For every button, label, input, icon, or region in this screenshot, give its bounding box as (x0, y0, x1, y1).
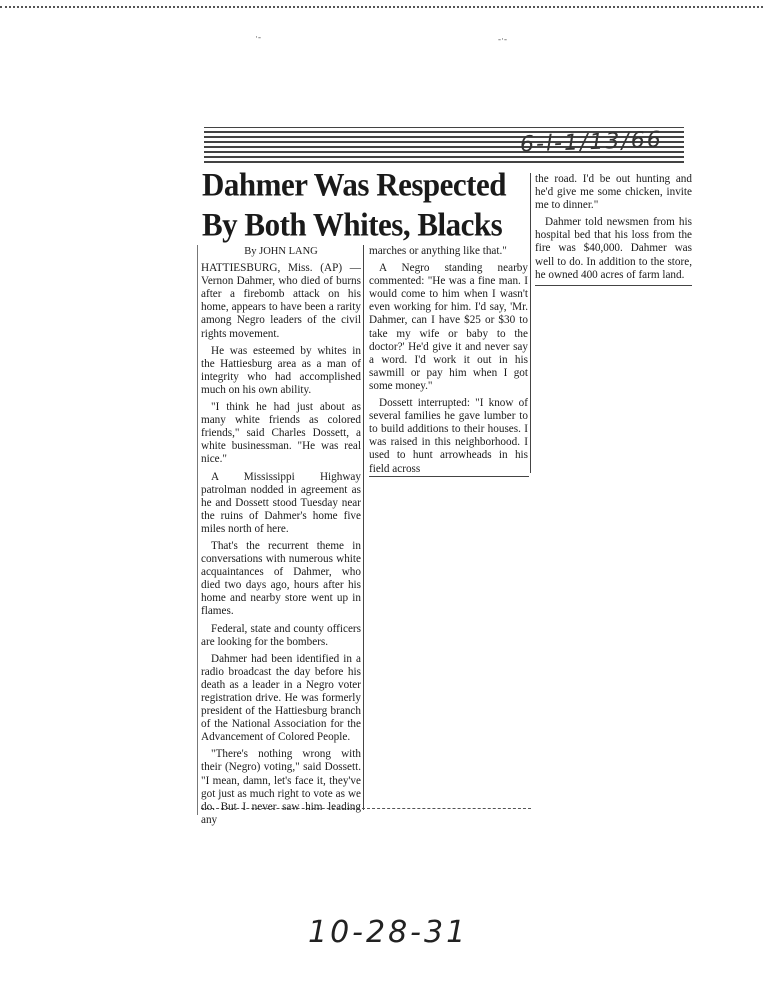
column-rule (363, 245, 364, 810)
article-column-3 (535, 173, 692, 286)
paragraph: "I think he had just about as many white friends as colored friends," said Charles Dossett, a white businessman. "He was real nice." (201, 401, 361, 466)
newspaper-clipping (197, 127, 697, 826)
byline: By JOHN LANG (244, 246, 318, 257)
scan-speck: ·- (255, 32, 261, 42)
paragraph: Dahmer had been identified in a radio broadcast the day before his death as a leader in a Negro voter registration drive. He was formerly president of the Hattiesburg branch of the National Association for the Advancement of Colored People. (201, 652, 361, 744)
scan-speck: -·- (498, 34, 507, 44)
headline-line-2: By Both Whites, Blacks (202, 206, 503, 243)
paragraph: HATTIESBURG, Miss. (AP) — Vernon Dahmer, who died of burns after a firebomb attack on his home, appears to have been a rarity among Negro leaders of the civil rights movement. (201, 262, 361, 340)
paragraph: Federal, state and county officers are looking for the bombers. (201, 622, 361, 648)
paragraph: That's the recurrent theme in conversations with numerous white acquaintances of Dahmer, who died two days ago, hours after his home and nearby store went up in flames. (201, 539, 361, 618)
headline-line-1: Dahmer Was Respected (202, 166, 506, 203)
headline (202, 165, 532, 245)
handwritten-date-note: 6-l-1/13/66 (519, 127, 664, 158)
paragraph: Dossett interrupted: "I know of several families he gave lumber to to build additions to their houses. I was raised in this neighborhood. I used to hunt arrowheads in his field across (369, 397, 528, 475)
article-column-1 (201, 245, 361, 831)
column-rule (530, 173, 531, 473)
paragraph: Dahmer told newsmen from his hospital bed that his loss from the fire was $40,000. Dahmer was well to do. In addition to the store, he owned 400 acres of farm land. (535, 216, 692, 281)
paragraph: A Negro standing nearby commented: "He was a fine man. I would come to him when I wasn't even working for him. I'd say, 'Mr. Dahmer, can I have $25 or $30 to take my wife or baby to the doctor?' He'd give it and never say a word. I'd work it out in his sawmill or pay him when I got some money." (369, 262, 528, 392)
paragraph: "There's nothing wrong with their (Negro) voting," said Dossett. "I mean, damn, let's face it, they've got just as much right to vote as we do. But I never saw him leading any (201, 748, 361, 826)
paragraph: marches or anything like that." (369, 245, 507, 257)
paragraph: A Mississippi Highway patrolman nodded in agreement as he and Dossett stood Tuesday near the ruins of Dahmer's home five miles north of here. (201, 470, 361, 535)
column-rule (197, 245, 198, 815)
page-top-edge (0, 0, 763, 8)
handwritten-file-number: 10-28-31 (308, 915, 469, 950)
paragraph: the road. I'd be out hunting and he'd give me some chicken, invite me to dinner." (535, 173, 692, 212)
article-column-2 (369, 245, 528, 480)
paragraph: He was esteemed by whites in the Hattiesburg area as a man of integrity who had accomplished much on his own ability. (201, 344, 361, 396)
